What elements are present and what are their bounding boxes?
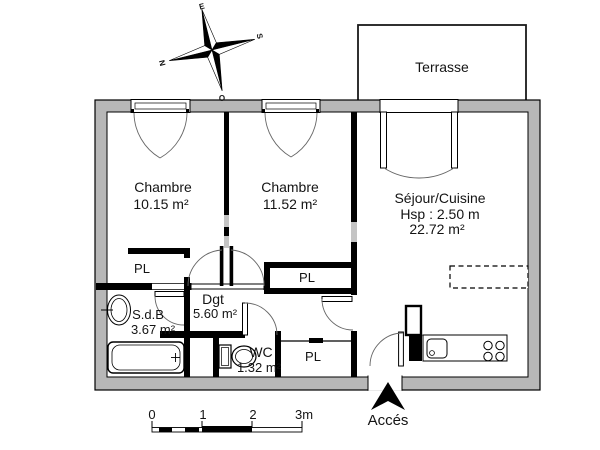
closet-bedroom2-label: PL xyxy=(299,270,315,285)
compass-north-label: N xyxy=(157,58,168,67)
kitchen-counter xyxy=(423,335,507,361)
room-living-area: 22.72 m² xyxy=(409,221,465,237)
closet-bedroom1-label: PL xyxy=(134,261,150,276)
terrace-label: Terrasse xyxy=(415,59,469,75)
room-bedroom1-name: Chambre xyxy=(134,179,192,195)
kitchen-sink xyxy=(427,339,447,358)
room-bathroom-name: S.d.B xyxy=(132,307,164,322)
compass-east-label: E xyxy=(198,1,206,12)
bathtub xyxy=(108,342,184,373)
room-toilet-name: WC xyxy=(249,344,273,360)
interior-walls xyxy=(96,112,422,377)
room-toilet-area: 1.32 m² xyxy=(236,360,282,375)
room-hallway-name: Dgt xyxy=(202,291,224,307)
closet-hall-label: PL xyxy=(305,349,321,364)
room-bedroom1-area: 10.15 m² xyxy=(133,196,189,212)
compass-south-label: S xyxy=(254,32,265,40)
room-living-height: Hsp : 2.50 m xyxy=(400,206,480,222)
scale-tick-0: 0 xyxy=(148,407,156,422)
room-bedroom2-area: 11.52 m² xyxy=(262,196,318,212)
room-hallway-area: 5.60 m² xyxy=(192,306,238,321)
scale-tick-3: 3m xyxy=(294,407,314,422)
scale-bar xyxy=(148,407,313,433)
compass-west-label: O xyxy=(218,94,226,103)
entrance-opening xyxy=(368,332,403,391)
access-label: Accés xyxy=(367,412,409,429)
french-door-terrace xyxy=(380,100,458,179)
room-living-name: Séjour/Cuisine xyxy=(394,190,486,206)
room-bedroom2-name: Chambre xyxy=(261,179,319,195)
scale-tick-2: 2 xyxy=(249,407,257,422)
window-bedroom2 xyxy=(262,100,320,158)
compass-rose xyxy=(157,0,264,103)
overhead-cabinet-dashed xyxy=(450,266,528,288)
room-bathroom-area: 3.67 m² xyxy=(130,322,176,337)
scale-tick-1: 1 xyxy=(199,407,207,422)
window-bedroom1 xyxy=(131,100,190,159)
